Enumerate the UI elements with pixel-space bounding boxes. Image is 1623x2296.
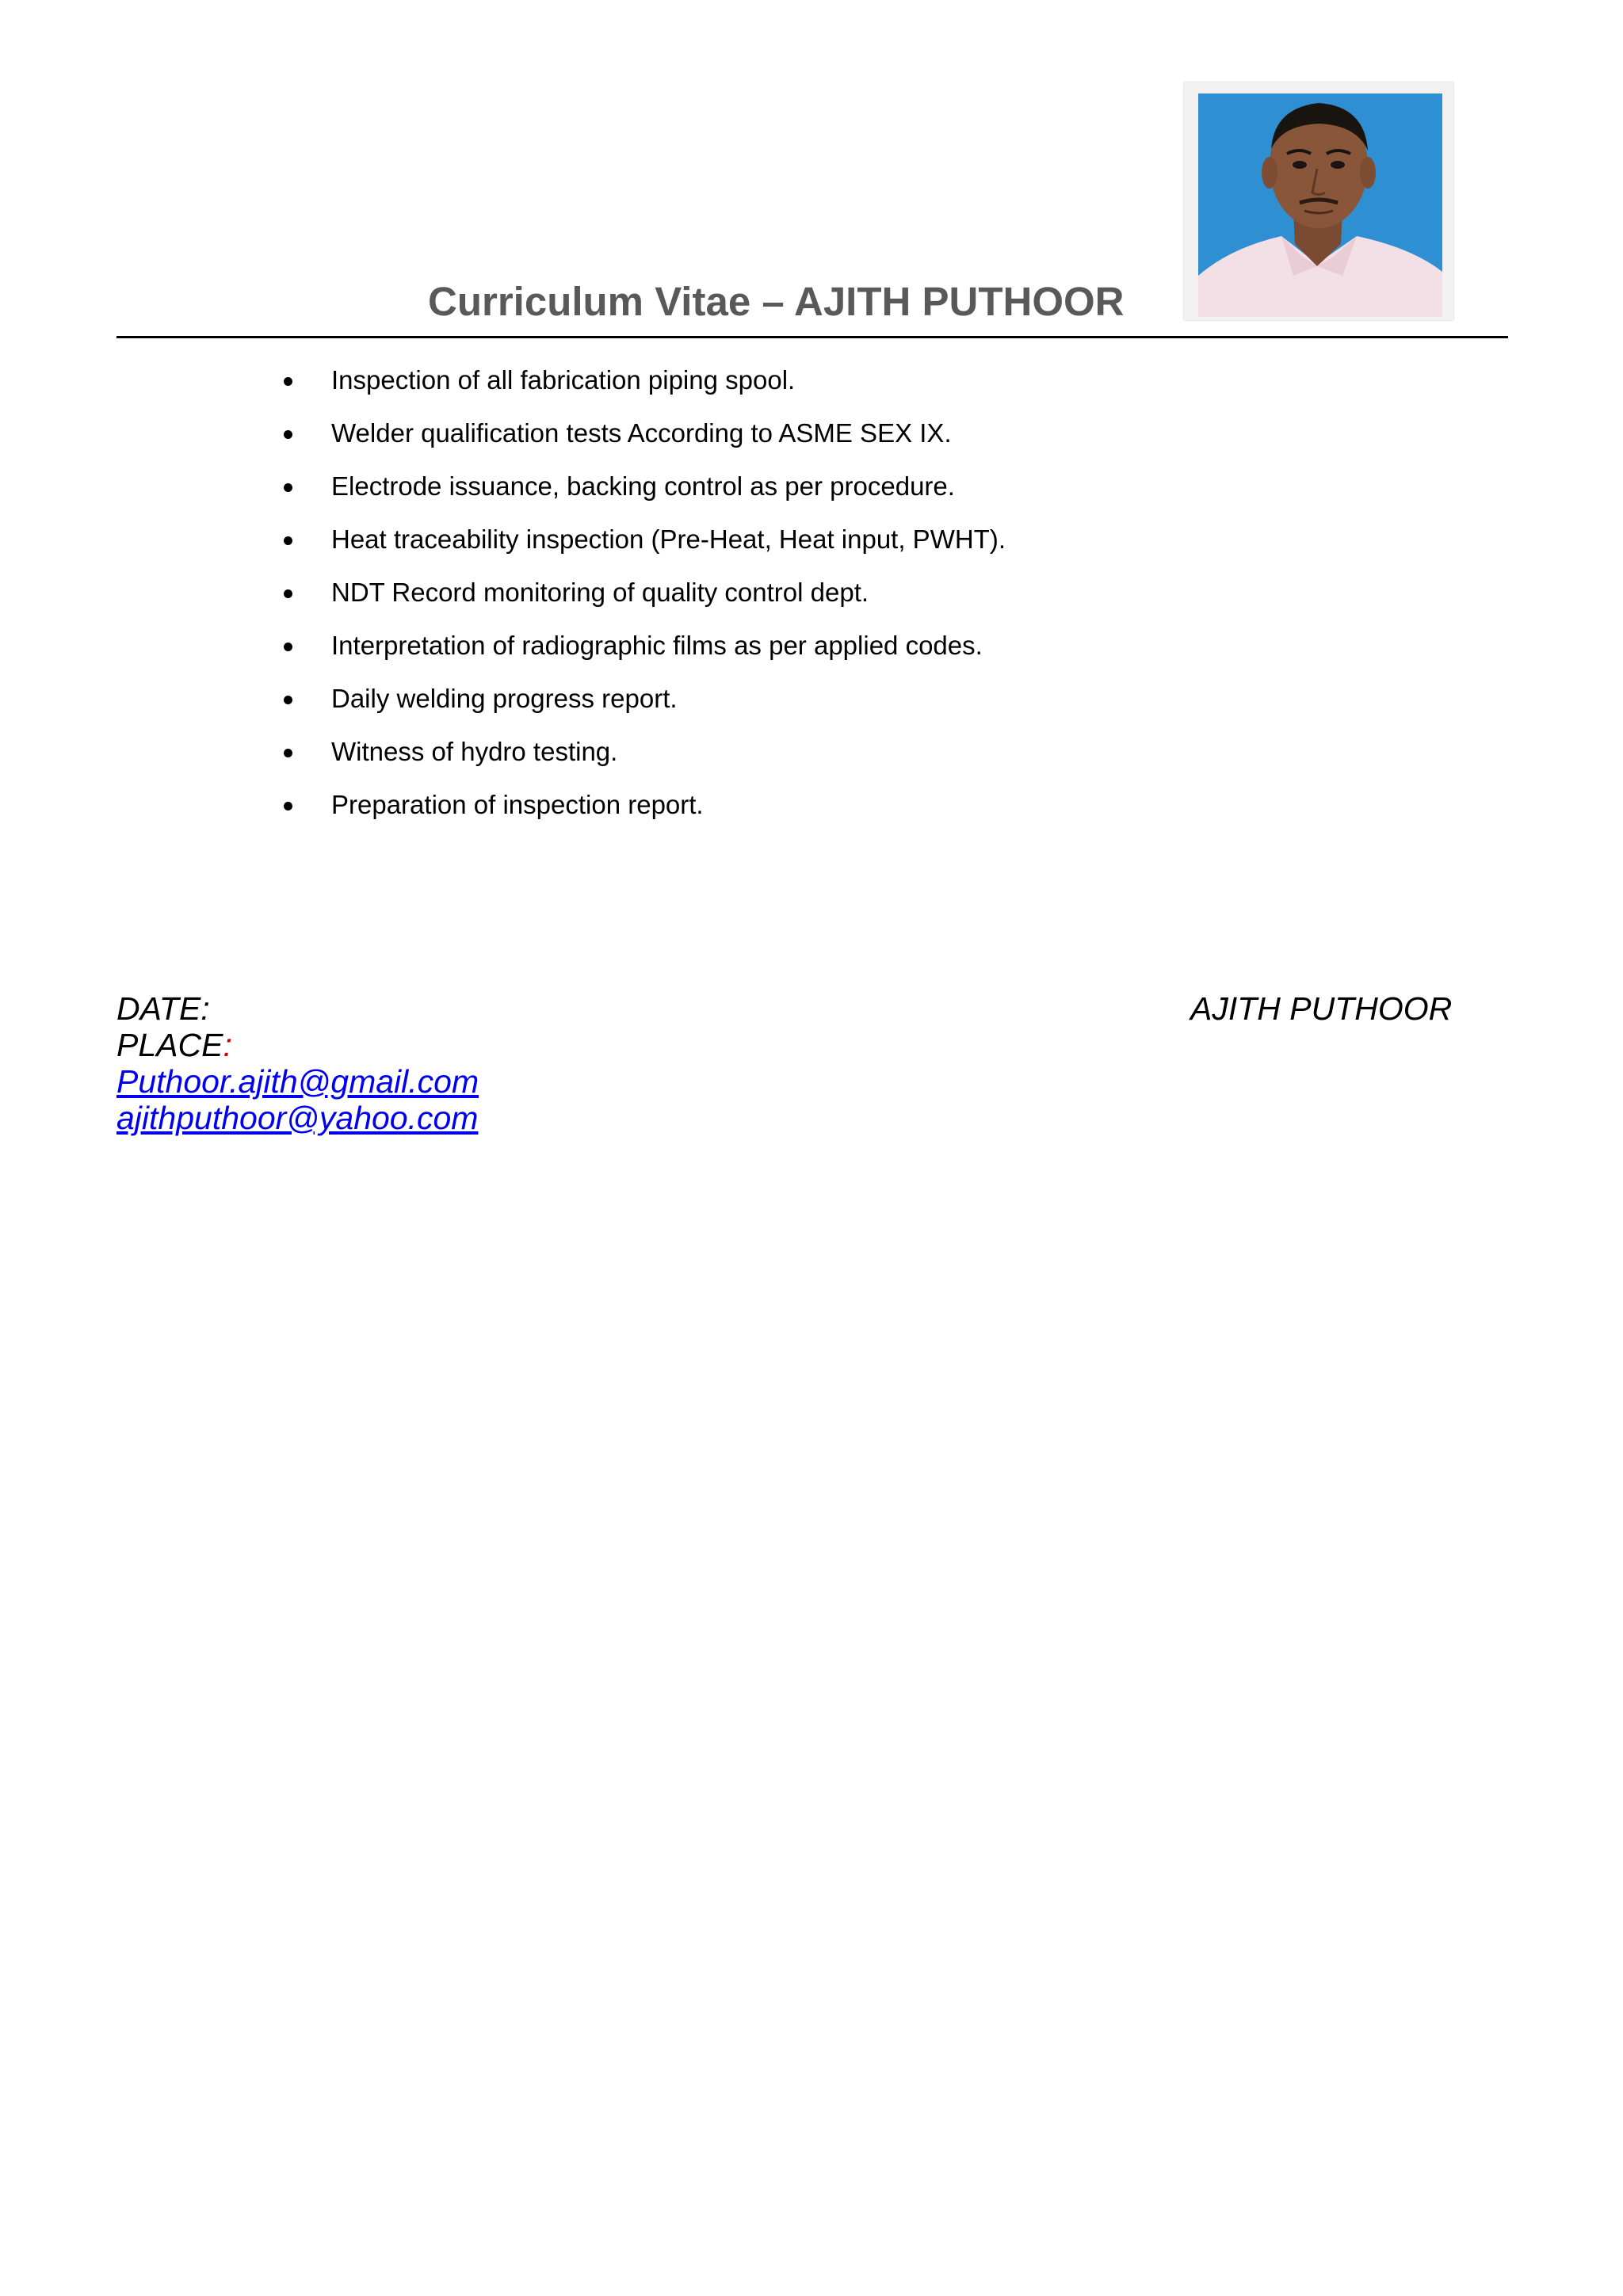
list-item: [273, 410, 1006, 463]
list-item: [273, 357, 1006, 410]
email-line-2: [116, 1100, 479, 1136]
bullet-icon: [284, 483, 292, 492]
list-item: [273, 463, 1006, 516]
place-line: [116, 1027, 479, 1063]
profile-photo-image: [1198, 93, 1442, 317]
place-label: PLACE: [116, 1027, 223, 1063]
date-label: DATE:: [116, 990, 210, 1027]
email-link-gmail[interactable]: Puthoor.ajith@gmail.com: [116, 1063, 479, 1100]
title-divider: [116, 336, 1508, 338]
bullet-icon: [284, 802, 292, 810]
signature-details: [116, 990, 479, 1136]
duty-text: Electrode issuance, backing control as per procedure.: [331, 471, 955, 501]
list-item: [273, 728, 1006, 781]
duty-text: Heat traceability inspection (Pre-Heat, Heat input, PWHT).: [331, 524, 1006, 554]
bullet-icon: [284, 377, 292, 386]
duties-list: [273, 357, 1006, 834]
place-colon: :: [223, 1027, 232, 1063]
list-item: [273, 622, 1006, 675]
list-item: [273, 516, 1006, 569]
list-item: [273, 675, 1006, 728]
profile-photo: [1184, 82, 1453, 320]
bullet-icon: [284, 696, 292, 704]
bullet-icon: [284, 749, 292, 757]
bullet-icon: [284, 430, 292, 439]
signature-name: AJITH PUTHOOR: [1190, 990, 1453, 1027]
duty-text: Witness of hydro testing.: [331, 737, 618, 766]
duty-text: Daily welding progress report.: [331, 684, 678, 713]
email-link-yahoo[interactable]: ajithputhoor@yahoo.com: [116, 1100, 479, 1136]
list-item: [273, 569, 1006, 622]
duty-text: NDT Record monitoring of quality control dept.: [331, 578, 869, 607]
duty-text: Inspection of all fabrication piping spool.: [331, 365, 796, 395]
duty-text: Preparation of inspection report.: [331, 790, 704, 819]
bullet-icon: [284, 643, 292, 651]
list-item: [273, 781, 1006, 834]
page-title: Curriculum Vitae – AJITH PUTHOOR: [428, 279, 1125, 324]
bullet-icon: [284, 589, 292, 598]
email-line-1: [116, 1063, 479, 1100]
duty-text: Interpretation of radiographic films as per applied codes.: [331, 631, 983, 660]
portrait-illustration: [1198, 93, 1442, 317]
bullet-icon: [284, 536, 292, 545]
duty-text: Welder qualification tests According to ASME SEX IX.: [331, 418, 952, 448]
